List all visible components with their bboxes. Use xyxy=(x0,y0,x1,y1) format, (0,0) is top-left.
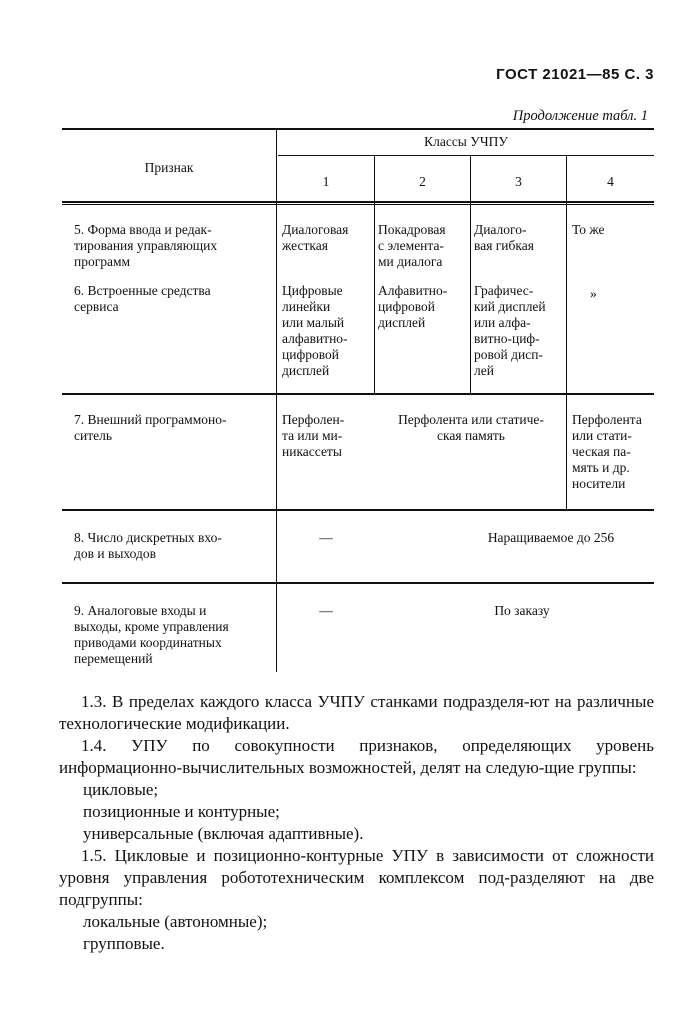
row9-feature: 9. Аналоговые входы и выходы, кроме управления приводами координатных перемещений xyxy=(74,603,229,666)
row6-class4: » xyxy=(590,286,597,301)
row9-class2-4: По заказу xyxy=(494,603,550,618)
table-top-rule xyxy=(62,128,654,130)
list-item: цикловые; xyxy=(83,780,159,799)
row6-feature: 6. Встроенные средства сервиса xyxy=(74,283,211,314)
row7-class2-3: Перфолента или статиче- ская память xyxy=(398,412,544,443)
paragraph-1-3: 1.3. В пределах каждого класса УЧПУ станками подразделя-ют на различные технологические модификации. xyxy=(59,692,654,733)
paragraph-1-4: 1.4. УПУ по совокупности признаков, определяющих уровень информационно-вычислительных возможностей, делят на следую-щие группы: xyxy=(59,736,654,777)
list-item: универсальные (включая адаптивные). xyxy=(83,824,364,843)
row8-class2-4: Наращиваемое до 256 xyxy=(487,530,615,545)
standard-number: ГОСТ 21021—85 С. 3 xyxy=(496,66,654,83)
class-number-1: 1 xyxy=(322,174,330,189)
col-divider xyxy=(470,155,471,393)
class-number-4: 4 xyxy=(607,174,614,189)
col-divider xyxy=(566,155,567,509)
row6-class2: Алфавитно- цифровой дисплей xyxy=(378,283,448,330)
row-divider xyxy=(62,509,654,511)
row7-feature: 7. Внешний программоно- ситель xyxy=(74,412,227,443)
row5-class2: Покадровая с элемента- ми диалога xyxy=(378,222,446,269)
class-number-3: 3 xyxy=(515,174,522,189)
class-number-2: 2 xyxy=(419,174,426,189)
feature-column-header: Признак xyxy=(144,160,194,175)
list-item: позиционные и контурные; xyxy=(83,802,280,821)
row5-feature: 5. Форма ввода и редак- тирования управляющих программ xyxy=(74,222,218,269)
list-item: локальные (автономные); xyxy=(83,912,268,931)
classes-subheader-rule xyxy=(278,155,654,156)
section-text xyxy=(59,691,654,955)
row-divider xyxy=(62,582,654,584)
row6-class1: Цифровые линейки или малый алфавитно- цифровой дисплей xyxy=(282,283,348,378)
classes-column-header: Классы УЧПУ xyxy=(424,134,508,149)
list-item: групповые. xyxy=(83,934,165,953)
row8-class1: — xyxy=(319,530,333,545)
row7-class4: Перфолента или стати- ческая па- мять и др. носители xyxy=(572,412,642,491)
row8-feature: 8. Число дискретных вхо- дов и выходов xyxy=(74,530,222,561)
row6-class3: Графичес- кий дисплей или алфа- витно-циф- ровой дисп- лей xyxy=(474,283,546,378)
row5-class1: Диалоговая жесткая xyxy=(282,222,349,253)
paragraph-1-5: 1.5. Цикловые и позиционно-контурные УПУ в зависимости от сложности уровня управления робототехническим комплексом под-разделяют на две подгруппы: xyxy=(59,846,654,909)
row5-class4: То же xyxy=(572,222,605,237)
row7-class1: Перфолен- та или ми- никассеты xyxy=(282,412,345,459)
row5-class3: Диалого- вая гибкая xyxy=(474,222,534,253)
col-divider xyxy=(374,155,375,393)
col-divider xyxy=(276,128,277,672)
row9-class1: — xyxy=(319,603,333,618)
table-continuation-label: Продолжение табл. 1 xyxy=(512,108,648,124)
